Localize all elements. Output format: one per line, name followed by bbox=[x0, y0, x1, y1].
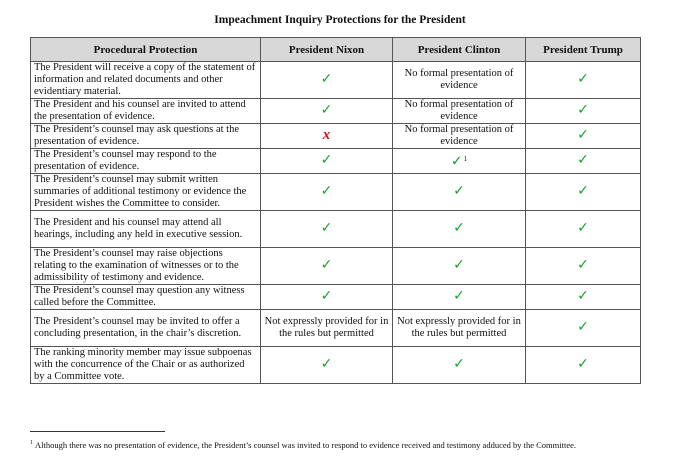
check-icon: ✓ bbox=[577, 183, 589, 199]
protections-table bbox=[30, 37, 641, 384]
check-icon: ✓ bbox=[453, 220, 465, 236]
protection-cell: The President’s counsel may submit written summaries of additional testimony or evidence the President wishes the Committee to consider. bbox=[31, 174, 261, 211]
table-row bbox=[31, 149, 641, 174]
table-row bbox=[31, 62, 641, 99]
trump-cell bbox=[526, 211, 641, 248]
nixon-cell: Not expressly provided for in the rules but permitted bbox=[261, 310, 393, 347]
clinton-cell bbox=[393, 211, 526, 248]
check-icon: ✓ bbox=[577, 288, 589, 304]
check-icon: ✓ bbox=[320, 288, 333, 304]
clinton-cell: No formal presentation of evidence bbox=[393, 62, 526, 99]
nixon-cell bbox=[261, 62, 393, 99]
check-icon: ✓ bbox=[453, 257, 465, 273]
nixon-cell bbox=[261, 99, 393, 124]
header-trump: President Trump bbox=[526, 38, 641, 62]
protection-cell: The ranking minority member may issue subpoenas with the concurrence of the Chair or as authorized by a Committee vote. bbox=[31, 347, 261, 384]
footnote bbox=[30, 440, 650, 450]
nixon-cell bbox=[261, 124, 393, 149]
footnote-mark: 1 bbox=[30, 440, 33, 447]
clinton-cell: No formal presentation of evidence bbox=[393, 124, 526, 149]
table-row bbox=[31, 285, 641, 310]
clinton-cell bbox=[393, 285, 526, 310]
check-icon: ✓ bbox=[453, 356, 465, 372]
nixon-cell bbox=[261, 347, 393, 384]
check-icon: ✓ bbox=[453, 288, 465, 304]
check-icon: ✓ bbox=[320, 257, 333, 273]
check-icon: ✓ bbox=[577, 220, 589, 236]
check-icon: ✓ bbox=[577, 356, 589, 372]
check-icon: ✓ bbox=[320, 356, 333, 372]
clinton-cell: No formal presentation of evidence bbox=[393, 99, 526, 124]
clinton-cell: Not expressly provided for in the rules but permitted bbox=[393, 310, 526, 347]
trump-cell bbox=[526, 99, 641, 124]
trump-cell bbox=[526, 149, 641, 174]
header-clinton: President Clinton bbox=[393, 38, 526, 62]
table-row bbox=[31, 347, 641, 384]
protection-cell: The President’s counsel may ask questions at the presentation of evidence. bbox=[31, 124, 261, 149]
protection-cell: The President’s counsel may raise objections relating to the examination of witnesses or to the admissibility of testimony and evidence. bbox=[31, 248, 261, 285]
trump-cell bbox=[526, 285, 641, 310]
table-row bbox=[31, 211, 641, 248]
document-title: Impeachment Inquiry Protections for the President bbox=[214, 14, 466, 26]
table-row bbox=[31, 124, 641, 149]
footnote-divider bbox=[30, 431, 165, 432]
clinton-cell bbox=[393, 347, 526, 384]
trump-cell bbox=[526, 62, 641, 99]
protection-cell: The President will receive a copy of the statement of information and related documents and other evidentiary material. bbox=[31, 62, 261, 99]
clinton-cell bbox=[393, 149, 526, 174]
check-icon: ✓ bbox=[320, 220, 333, 236]
cross-icon: x bbox=[322, 127, 331, 143]
table-header-row bbox=[31, 38, 641, 62]
protection-cell: The President’s counsel may respond to the presentation of evidence. bbox=[31, 149, 261, 174]
header-nixon: President Nixon bbox=[261, 38, 393, 62]
check-icon: ✓ bbox=[450, 153, 463, 170]
check-icon: ✓ bbox=[577, 102, 589, 118]
check-icon: ✓ bbox=[577, 152, 589, 168]
footnote-text: Although there was no presentation of evidence, the President’s counsel was invited to respond to evidence received and testimony adduced by the Committee. bbox=[35, 440, 577, 450]
trump-cell bbox=[526, 347, 641, 384]
clinton-cell bbox=[393, 174, 526, 211]
check-icon: ✓ bbox=[577, 257, 589, 273]
table-row bbox=[31, 310, 641, 347]
footnote-reference: 1 bbox=[463, 154, 468, 163]
table-row bbox=[31, 174, 641, 211]
check-icon: ✓ bbox=[453, 183, 465, 199]
check-icon: ✓ bbox=[577, 71, 589, 87]
trump-cell bbox=[526, 124, 641, 149]
protection-cell: The President’s counsel may be invited to offer a concluding presentation, in the chair’s discretion. bbox=[31, 310, 261, 347]
clinton-cell bbox=[393, 248, 526, 285]
check-icon: ✓ bbox=[320, 152, 333, 168]
header-protection: Procedural Protection bbox=[31, 38, 261, 62]
check-icon: ✓ bbox=[320, 183, 333, 199]
nixon-cell bbox=[261, 149, 393, 174]
trump-cell bbox=[526, 174, 641, 211]
trump-cell bbox=[526, 248, 641, 285]
table-row bbox=[31, 99, 641, 124]
protection-cell: The President and his counsel are invited to attend the presentation of evidence. bbox=[31, 99, 261, 124]
check-icon: ✓ bbox=[320, 71, 333, 87]
nixon-cell bbox=[261, 211, 393, 248]
protection-cell: The President’s counsel may question any witness called before the Committee. bbox=[31, 285, 261, 310]
table-row bbox=[31, 248, 641, 285]
trump-cell bbox=[526, 310, 641, 347]
nixon-cell bbox=[261, 285, 393, 310]
check-icon: ✓ bbox=[320, 102, 333, 118]
check-icon: ✓ bbox=[577, 319, 589, 335]
nixon-cell bbox=[261, 174, 393, 211]
check-icon: ✓ bbox=[577, 127, 589, 143]
protection-cell: The President and his counsel may attend all hearings, including any held in executive session. bbox=[31, 211, 261, 248]
nixon-cell bbox=[261, 248, 393, 285]
